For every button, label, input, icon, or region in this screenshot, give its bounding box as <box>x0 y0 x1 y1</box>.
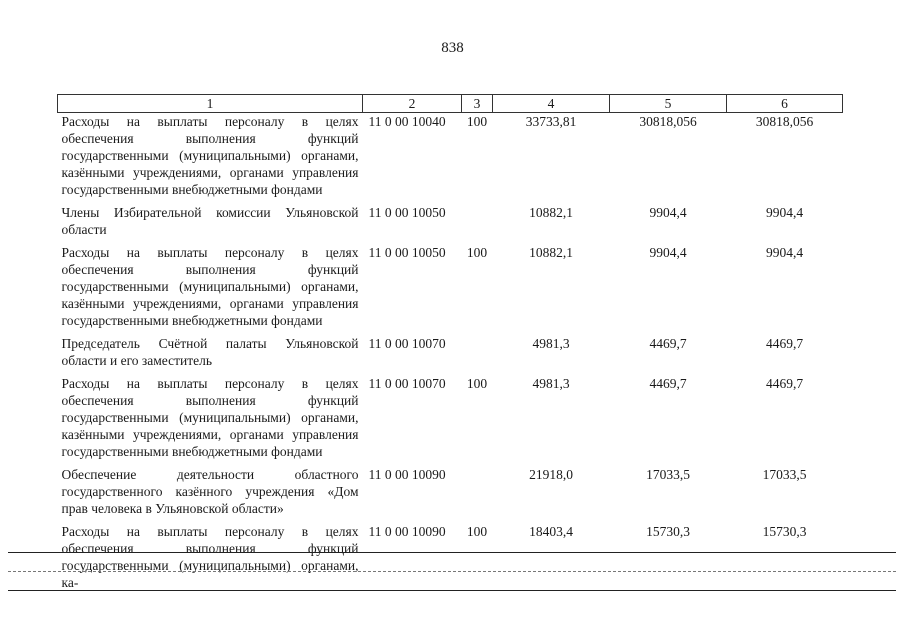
table-row <box>58 523 843 591</box>
strike-line <box>8 552 896 553</box>
strike-line <box>8 571 896 572</box>
expense-code: 11 0 00 10050 <box>368 245 446 260</box>
value-col5: 17033,5 <box>646 467 690 482</box>
expense-name: Председатель Счётной палаты Ульяновской области и его заместитель <box>61 336 359 368</box>
value-col5: 9904,4 <box>649 205 687 220</box>
expense-type: 100 <box>466 245 488 260</box>
strike-line <box>8 590 896 591</box>
expense-name: Расходы на выплаты персоналу в целях обеспечения выполнения функций государственными (муниципальными) органами, казёнными учреждениями, органами управления государственными внебюджетными фондами <box>61 376 359 459</box>
value-col4: 10882,1 <box>529 245 573 260</box>
expense-type <box>462 204 493 244</box>
column-header: 5 <box>610 95 727 113</box>
table-row <box>58 113 843 205</box>
value-col6: 9904,4 <box>765 245 804 260</box>
expense-type <box>462 335 493 375</box>
page-number: 838 <box>441 40 464 56</box>
expense-code: 11 0 00 10090 <box>368 467 446 482</box>
value-col4: 33733,81 <box>525 114 577 129</box>
column-header: 6 <box>727 95 843 113</box>
column-header: 2 <box>363 95 462 113</box>
column-header: 1 <box>58 95 363 113</box>
value-col6: 9904,4 <box>765 205 804 220</box>
value-col5: 4469,7 <box>649 336 687 351</box>
table-row <box>58 375 843 466</box>
table-row <box>58 244 843 335</box>
table-row <box>58 204 843 244</box>
expense-code: 11 0 00 10040 <box>368 114 446 129</box>
expense-name: Обеспечение деятельности областного государственного казённого учреждения «Дом прав человека в Ульяновской области» <box>61 467 359 516</box>
expense-name: Расходы на выплаты персоналу в целях обеспечения выполнения функций государственными (муниципальными) органами, ка- <box>61 524 359 590</box>
table-row <box>58 466 843 523</box>
value-col6: 4469,7 <box>765 376 804 391</box>
value-col5: 4469,7 <box>649 376 687 391</box>
value-col5: 15730,3 <box>646 524 690 539</box>
value-col6: 4469,7 <box>765 336 804 351</box>
column-header: 3 <box>462 95 493 113</box>
value-col4: 4981,3 <box>532 336 570 351</box>
expense-name: Расходы на выплаты персоналу в целях обеспечения выполнения функций государственными (муниципальными) органами, казёнными учреждениями, органами управления государственными внебюджетными фондами <box>61 114 359 197</box>
expense-code: 11 0 00 10070 <box>368 376 446 391</box>
value-col5: 30818,056 <box>639 114 697 129</box>
expense-name: Расходы на выплаты персоналу в целях обеспечения выполнения функций государственными (муниципальными) органами, казёнными учреждениями, органами управления государственными внебюджетными фондами <box>61 245 359 328</box>
column-header: 4 <box>493 95 610 113</box>
value-col6: 15730,3 <box>762 524 807 539</box>
expense-type <box>462 466 493 523</box>
value-col4: 18403,4 <box>529 524 573 539</box>
expense-type: 100 <box>466 114 488 129</box>
value-col4: 10882,1 <box>529 205 573 220</box>
expense-code: 11 0 00 10070 <box>368 336 446 351</box>
value-col6: 17033,5 <box>762 467 807 482</box>
value-col4: 4981,3 <box>532 376 570 391</box>
expense-name: Члены Избирательной комиссии Ульяновской области <box>61 205 359 237</box>
value-col4: 21918,0 <box>529 467 573 482</box>
expense-code: 11 0 00 10090 <box>368 524 446 539</box>
value-col5: 9904,4 <box>649 245 687 260</box>
value-col6: 30818,056 <box>755 114 814 129</box>
table-header-row <box>58 95 843 113</box>
expense-code: 11 0 00 10050 <box>368 205 446 220</box>
budget-table <box>57 94 843 591</box>
table-row <box>58 335 843 375</box>
expense-type: 100 <box>466 524 488 539</box>
expense-type: 100 <box>466 376 488 391</box>
